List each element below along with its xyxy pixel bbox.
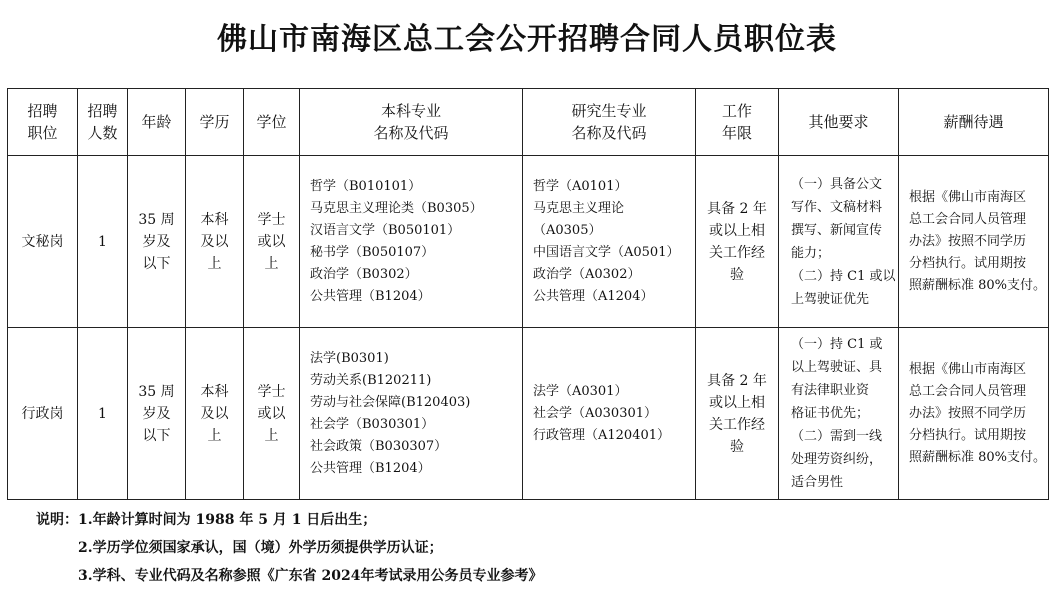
cell-salary: 根据《佛山市南海区 总工会合同人员管理 办法》按照不同学历 分档执行。试用期按 照薪酬标准 80%支付。	[899, 156, 1049, 328]
cell-grad-major: 法学（A0301） 社会学（A030301） 行政管理（A120401）	[523, 328, 696, 500]
header-grad-major: 研究生专业 名称及代码	[523, 89, 696, 156]
header-count: 招聘 人数	[78, 89, 128, 156]
cell-work-years: 具备 2 年 或以上相 关工作经 验	[696, 156, 779, 328]
cell-count: 1	[78, 156, 128, 328]
notes-section	[36, 506, 542, 590]
cell-education: 本科 及以 上	[186, 156, 244, 328]
cell-count: 1	[78, 328, 128, 500]
cell-other-req: （一）具备公文 写作、文稿材料 撰写、新闻宣传 能力； （二）持 C1 或以 上驾驶证优先	[779, 156, 899, 328]
header-age: 年龄	[128, 89, 186, 156]
cell-salary: 根据《佛山市南海区 总工会合同人员管理 办法》按照不同学历 分档执行。试用期按 照薪酬标准 80%支付。	[899, 328, 1049, 500]
cell-education: 本科 及以 上	[186, 328, 244, 500]
table-header-row	[8, 89, 1049, 156]
cell-undergrad-major: 法学(B0301) 劳动关系(B120211) 劳动与社会保障(B120403) 社会学（B030301） 社会政策（B030307） 公共管理（B1204）	[300, 328, 523, 500]
header-other-req: 其他要求	[779, 89, 899, 156]
cell-undergrad-major: 哲学（B010101） 马克思主义理论类（B0305） 汉语言文学（B050101） 秘书学（B050107） 政治学（B0302） 公共管理（B1204）	[300, 156, 523, 328]
cell-degree: 学士 或以 上	[244, 156, 300, 328]
header-education: 学历	[186, 89, 244, 156]
cell-age: 35 周 岁及 以下	[128, 156, 186, 328]
cell-other-req: （一）持 C1 或 以上驾驶证、具 有法律职业资 格证书优先； （二）需到一线 处理劳资纠纷， 适合男性	[779, 328, 899, 500]
positions-table	[7, 88, 1049, 500]
note-2: 2.学历学位须国家承认，国（境）外学历须提供学历认证；	[78, 540, 443, 556]
cell-grad-major: 哲学（A0101） 马克思主义理论 （A0305） 中国语言文学（A0501） 政治学（A0302） 公共管理（A1204）	[523, 156, 696, 328]
note-1: 说明：1.年龄计算时间为 1988 年 5 月 1 日后出生；	[36, 512, 377, 528]
header-degree: 学位	[244, 89, 300, 156]
cell-position: 文秘岗	[8, 156, 78, 328]
header-salary: 薪酬待遇	[899, 89, 1049, 156]
header-position: 招聘 职位	[8, 89, 78, 156]
note-3: 3.学科、专业代码及名称参照《广东省 2024年考试录用公务员专业参考》	[78, 568, 543, 584]
page-title: 佛山市南海区总工会公开招聘合同人员职位表	[217, 22, 837, 57]
header-work-years: 工作 年限	[696, 89, 779, 156]
table-row	[8, 328, 1049, 500]
cell-degree: 学士 或以 上	[244, 328, 300, 500]
header-undergrad-major: 本科专业 名称及代码	[300, 89, 523, 156]
cell-work-years: 具备 2 年 或以上相 关工作经 验	[696, 328, 779, 500]
cell-position: 行政岗	[8, 328, 78, 500]
table-row	[8, 156, 1049, 328]
cell-age: 35 周 岁及 以下	[128, 328, 186, 500]
